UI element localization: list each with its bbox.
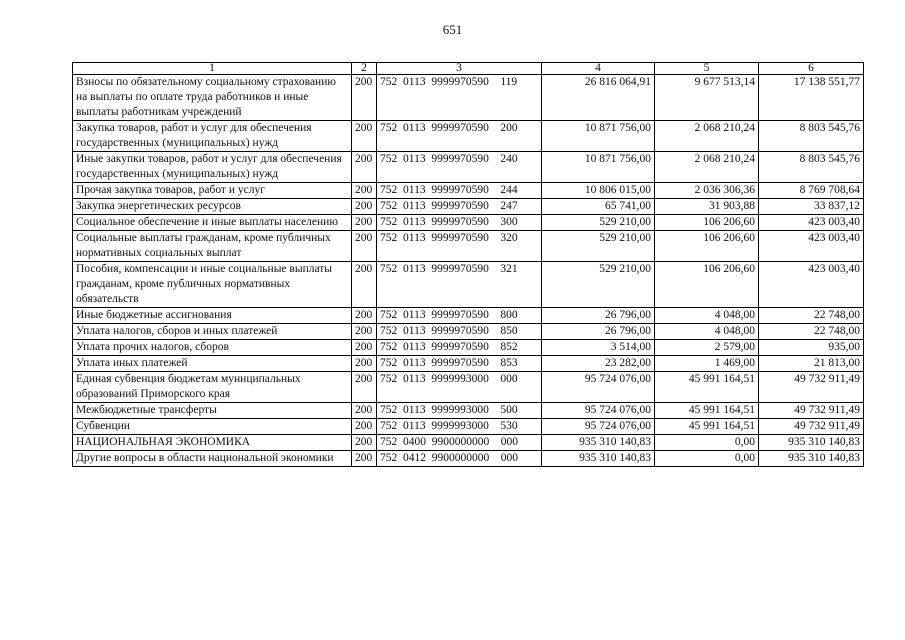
planned-amount-cell: 529 210,00 bbox=[542, 262, 655, 308]
remainder-amount-cell: 8 803 545,76 bbox=[759, 152, 864, 183]
table-row bbox=[73, 152, 864, 183]
table-row bbox=[73, 75, 864, 121]
executed-amount-cell: 1 469,00 bbox=[655, 356, 759, 372]
remainder-amount-cell: 935 310 140,83 bbox=[759, 451, 864, 467]
grbs-code-cell: 200 bbox=[352, 231, 377, 262]
row-name-cell: Единая субвенция бюджетам муниципальных образований Приморского края bbox=[73, 372, 352, 403]
table-row bbox=[73, 183, 864, 199]
grbs-code-cell: 200 bbox=[352, 372, 377, 403]
remainder-amount-cell: 21 813,00 bbox=[759, 356, 864, 372]
grbs-code-cell: 200 bbox=[352, 121, 377, 152]
table-row bbox=[73, 340, 864, 356]
table-row bbox=[73, 356, 864, 372]
table-row bbox=[73, 308, 864, 324]
grbs-code-cell: 200 bbox=[352, 215, 377, 231]
executed-amount-cell: 2 579,00 bbox=[655, 340, 759, 356]
budget-classification-cell: 752 0113 9999970590 200 bbox=[377, 121, 542, 152]
executed-amount-cell: 2 068 210,24 bbox=[655, 152, 759, 183]
row-name-cell: Закупка товаров, работ и услуг для обеспечения государственных (муниципальных) нужд bbox=[73, 121, 352, 152]
grbs-code-cell: 200 bbox=[352, 356, 377, 372]
row-name-cell: Закупка энергетических ресурсов bbox=[73, 199, 352, 215]
row-name-cell: Пособия, компенсации и иные социальные выплаты гражданам, кроме публичных нормативных обязательств bbox=[73, 262, 352, 308]
planned-amount-cell: 95 724 076,00 bbox=[542, 372, 655, 403]
row-name-cell: Иные бюджетные ассигнования bbox=[73, 308, 352, 324]
planned-amount-cell: 10 806 015,00 bbox=[542, 183, 655, 199]
grbs-code-cell: 200 bbox=[352, 419, 377, 435]
planned-amount-cell: 26 796,00 bbox=[542, 308, 655, 324]
row-name-cell: Уплата иных платежей bbox=[73, 356, 352, 372]
remainder-amount-cell: 8 803 545,76 bbox=[759, 121, 864, 152]
planned-amount-cell: 26 796,00 bbox=[542, 324, 655, 340]
grbs-code-cell: 200 bbox=[352, 451, 377, 467]
remainder-amount-cell: 935,00 bbox=[759, 340, 864, 356]
executed-amount-cell: 106 206,60 bbox=[655, 215, 759, 231]
row-name-cell: Иные закупки товаров, работ и услуг для обеспечения государственных (муниципальных) нужд bbox=[73, 152, 352, 183]
grbs-code-cell: 200 bbox=[352, 340, 377, 356]
grbs-code-cell: 200 bbox=[352, 403, 377, 419]
budget-classification-cell: 752 0113 9999970590 244 bbox=[377, 183, 542, 199]
row-name-cell: Социальные выплаты гражданам, кроме публичных нормативных социальных выплат bbox=[73, 231, 352, 262]
remainder-amount-cell: 49 732 911,49 bbox=[759, 419, 864, 435]
table-row bbox=[73, 372, 864, 403]
row-name-cell: Взносы по обязательному социальному страхованию на выплаты по оплате труда работников и иные выплаты работникам учреждений bbox=[73, 75, 352, 121]
planned-amount-cell: 10 871 756,00 bbox=[542, 152, 655, 183]
budget-classification-cell: 752 0400 9900000000 000 bbox=[377, 435, 542, 451]
row-name-cell: Уплата прочих налогов, сборов bbox=[73, 340, 352, 356]
column-header: 4 bbox=[542, 63, 655, 75]
executed-amount-cell: 2 036 306,36 bbox=[655, 183, 759, 199]
table-row bbox=[73, 121, 864, 152]
budget-classification-cell: 752 0113 9999970590 321 bbox=[377, 262, 542, 308]
planned-amount-cell: 10 871 756,00 bbox=[542, 121, 655, 152]
budget-classification-cell: 752 0113 9999970590 850 bbox=[377, 324, 542, 340]
executed-amount-cell: 9 677 513,14 bbox=[655, 75, 759, 121]
budget-classification-cell: 752 0113 9999970590 800 bbox=[377, 308, 542, 324]
executed-amount-cell: 45 991 164,51 bbox=[655, 372, 759, 403]
grbs-code-cell: 200 bbox=[352, 75, 377, 121]
executed-amount-cell: 45 991 164,51 bbox=[655, 419, 759, 435]
column-header: 3 bbox=[377, 63, 542, 75]
budget-classification-cell: 752 0113 9999970590 119 bbox=[377, 75, 542, 121]
table-row bbox=[73, 403, 864, 419]
planned-amount-cell: 3 514,00 bbox=[542, 340, 655, 356]
planned-amount-cell: 935 310 140,83 bbox=[542, 435, 655, 451]
budget-table-body bbox=[73, 63, 864, 467]
budget-table bbox=[72, 62, 864, 467]
row-name-cell: Социальное обеспечение и иные выплаты населению bbox=[73, 215, 352, 231]
row-name-cell: НАЦИОНАЛЬНАЯ ЭКОНОМИКА bbox=[73, 435, 352, 451]
executed-amount-cell: 31 903,88 bbox=[655, 199, 759, 215]
remainder-amount-cell: 423 003,40 bbox=[759, 231, 864, 262]
table-row bbox=[73, 451, 864, 467]
grbs-code-cell: 200 bbox=[352, 199, 377, 215]
budget-classification-cell: 752 0113 9999993000 500 bbox=[377, 403, 542, 419]
executed-amount-cell: 106 206,60 bbox=[655, 231, 759, 262]
grbs-code-cell: 200 bbox=[352, 183, 377, 199]
planned-amount-cell: 529 210,00 bbox=[542, 231, 655, 262]
planned-amount-cell: 26 816 064,91 bbox=[542, 75, 655, 121]
column-header: 6 bbox=[759, 63, 864, 75]
row-name-cell: Уплата налогов, сборов и иных платежей bbox=[73, 324, 352, 340]
budget-classification-cell: 752 0113 9999970590 247 bbox=[377, 199, 542, 215]
budget-classification-cell: 752 0113 9999993000 000 bbox=[377, 372, 542, 403]
remainder-amount-cell: 49 732 911,49 bbox=[759, 403, 864, 419]
remainder-amount-cell: 49 732 911,49 bbox=[759, 372, 864, 403]
remainder-amount-cell: 33 837,12 bbox=[759, 199, 864, 215]
page-number: 651 bbox=[442, 22, 463, 37]
budget-classification-cell: 752 0412 9900000000 000 bbox=[377, 451, 542, 467]
budget-classification-cell: 752 0113 9999970590 300 bbox=[377, 215, 542, 231]
table-row bbox=[73, 199, 864, 215]
remainder-amount-cell: 423 003,40 bbox=[759, 215, 864, 231]
executed-amount-cell: 0,00 bbox=[655, 435, 759, 451]
row-name-cell: Другие вопросы в области национальной экономики bbox=[73, 451, 352, 467]
remainder-amount-cell: 22 748,00 bbox=[759, 324, 864, 340]
table-row bbox=[73, 435, 864, 451]
table-row bbox=[73, 419, 864, 435]
remainder-amount-cell: 8 769 708,64 bbox=[759, 183, 864, 199]
grbs-code-cell: 200 bbox=[352, 435, 377, 451]
remainder-amount-cell: 423 003,40 bbox=[759, 262, 864, 308]
executed-amount-cell: 4 048,00 bbox=[655, 324, 759, 340]
table-row bbox=[73, 262, 864, 308]
budget-classification-cell: 752 0113 9999970590 852 bbox=[377, 340, 542, 356]
table-row bbox=[73, 231, 864, 262]
grbs-code-cell: 200 bbox=[352, 324, 377, 340]
grbs-code-cell: 200 bbox=[352, 152, 377, 183]
column-header: 2 bbox=[352, 63, 377, 75]
column-number-row bbox=[73, 63, 864, 75]
budget-classification-cell: 752 0113 9999970590 853 bbox=[377, 356, 542, 372]
column-header: 5 bbox=[655, 63, 759, 75]
executed-amount-cell: 0,00 bbox=[655, 451, 759, 467]
row-name-cell: Субвенции bbox=[73, 419, 352, 435]
remainder-amount-cell: 935 310 140,83 bbox=[759, 435, 864, 451]
grbs-code-cell: 200 bbox=[352, 262, 377, 308]
grbs-code-cell: 200 bbox=[352, 308, 377, 324]
executed-amount-cell: 4 048,00 bbox=[655, 308, 759, 324]
table-row bbox=[73, 215, 864, 231]
executed-amount-cell: 2 068 210,24 bbox=[655, 121, 759, 152]
planned-amount-cell: 65 741,00 bbox=[542, 199, 655, 215]
row-name-cell: Прочая закупка товаров, работ и услуг bbox=[73, 183, 352, 199]
executed-amount-cell: 106 206,60 bbox=[655, 262, 759, 308]
remainder-amount-cell: 22 748,00 bbox=[759, 308, 864, 324]
column-header: 1 bbox=[73, 63, 352, 75]
budget-classification-cell: 752 0113 9999970590 320 bbox=[377, 231, 542, 262]
budget-classification-cell: 752 0113 9999970590 240 bbox=[377, 152, 542, 183]
remainder-amount-cell: 17 138 551,77 bbox=[759, 75, 864, 121]
planned-amount-cell: 23 282,00 bbox=[542, 356, 655, 372]
planned-amount-cell: 529 210,00 bbox=[542, 215, 655, 231]
executed-amount-cell: 45 991 164,51 bbox=[655, 403, 759, 419]
planned-amount-cell: 935 310 140,83 bbox=[542, 451, 655, 467]
budget-classification-cell: 752 0113 9999993000 530 bbox=[377, 419, 542, 435]
planned-amount-cell: 95 724 076,00 bbox=[542, 419, 655, 435]
table-row bbox=[73, 324, 864, 340]
row-name-cell: Межбюджетные трансферты bbox=[73, 403, 352, 419]
planned-amount-cell: 95 724 076,00 bbox=[542, 403, 655, 419]
